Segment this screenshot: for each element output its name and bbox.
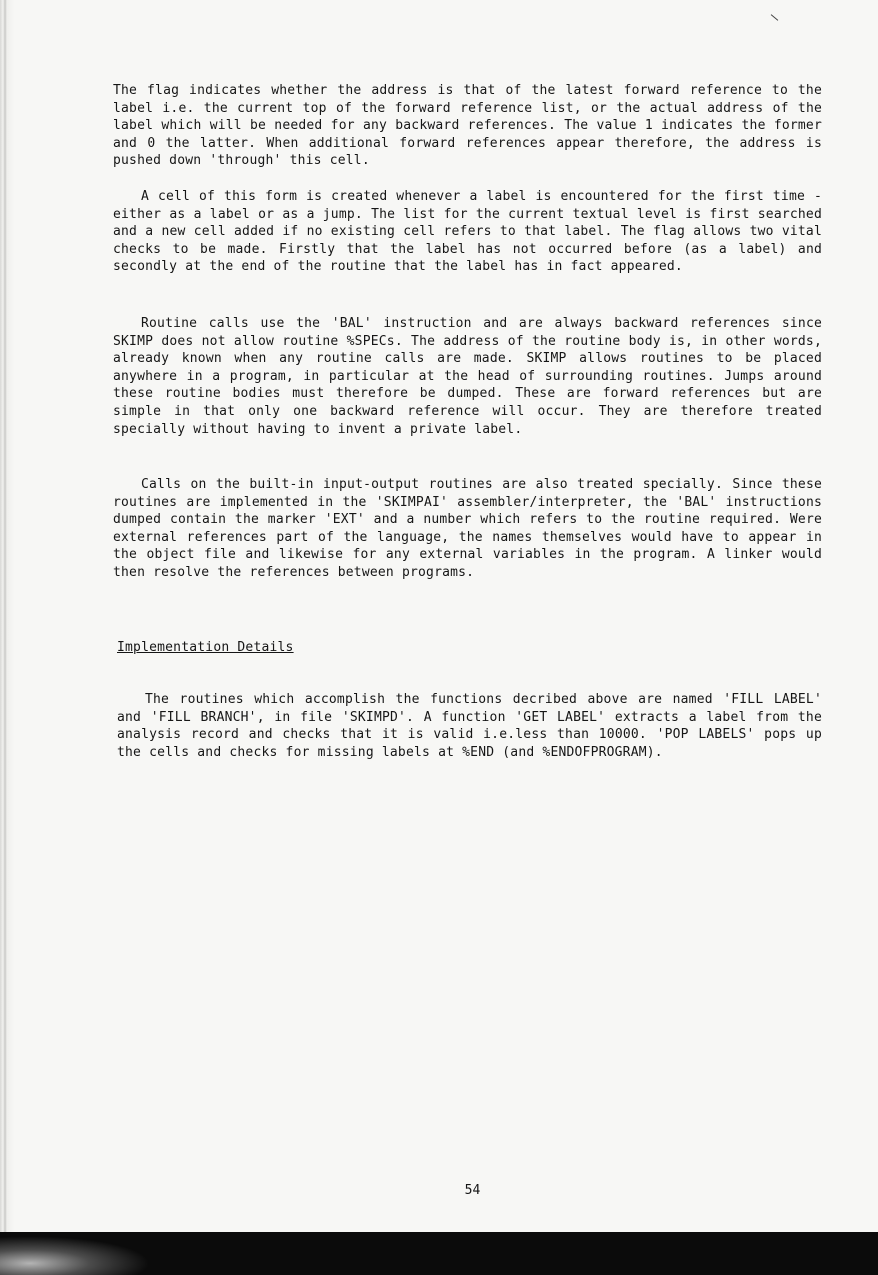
section-heading: Implementation Details xyxy=(117,640,294,655)
paragraph-text: The flag indicates whether the address is that of the latest forward reference to the label i.e. the current top of the forward reference list, or the actual address of the label which will be needed for any backward references. The value 1 indicates the former and 0 the latter. When additional forward references appear therefore, the address is pushed down 'through' this cell. xyxy=(113,83,822,169)
paragraph-text: A cell of this form is created whenever a label is encountered for the first time - either as a label or as a jump. The list for the current textual level is first searched and a new cell added if no existing cell refers to that label. The flag allows two vital checks to be made. Firstly that the label has not occurred before (as a label) and secondly at the end of the routine that the label has in fact appeared. xyxy=(113,189,822,275)
scan-smudge xyxy=(0,1236,150,1275)
paragraph-routine-calls xyxy=(113,315,822,438)
paragraph-cell-form xyxy=(113,188,822,276)
paragraph-implementation xyxy=(117,691,822,761)
paragraph-text: Routine calls use the 'BAL' instruction and are always backward references since SKIMP does not allow routine %SPECs. The address of the routine body is, in other words, already known when any routine calls are made. SKIMP allows routines to be placed anywhere in a program, in particular at the head of surrounding routines. Jumps around these routine bodies must therefore be dumped. These are forward references but are simple in that only one backward reference will occur. They are therefore treated specially without having to invent a private label. xyxy=(113,316,822,437)
stray-mark xyxy=(771,14,779,21)
paragraph-text: The routines which accomplish the functions decribed above are named 'FILL LABEL' and 'FILL BRANCH', in file 'SKIMPD'. A function 'GET LABEL' extracts a label from the analysis record and checks that it is valid i.e.less than 10000. 'POP LABELS' pops up the cells and checks for missing labels at %END (and %ENDOFPROGRAM). xyxy=(117,692,822,760)
paragraph-flag xyxy=(113,82,822,170)
page-left-edge xyxy=(0,0,14,1232)
paragraph-builtin-calls xyxy=(113,476,822,582)
paragraph-text: Calls on the built-in input-output routines are also treated specially. Since these routines are implemented in the 'SKIMPAI' assembler/interpreter, the 'BAL' instructions dumped contain the marker 'EXT' and a number which refers to the routine required. Were external references part of the language, the names themselves would have to appear in the object file and likewise for any external variables in the program. A linker would then resolve the references between programs. xyxy=(113,477,822,580)
page-number: 54 xyxy=(464,1183,481,1198)
